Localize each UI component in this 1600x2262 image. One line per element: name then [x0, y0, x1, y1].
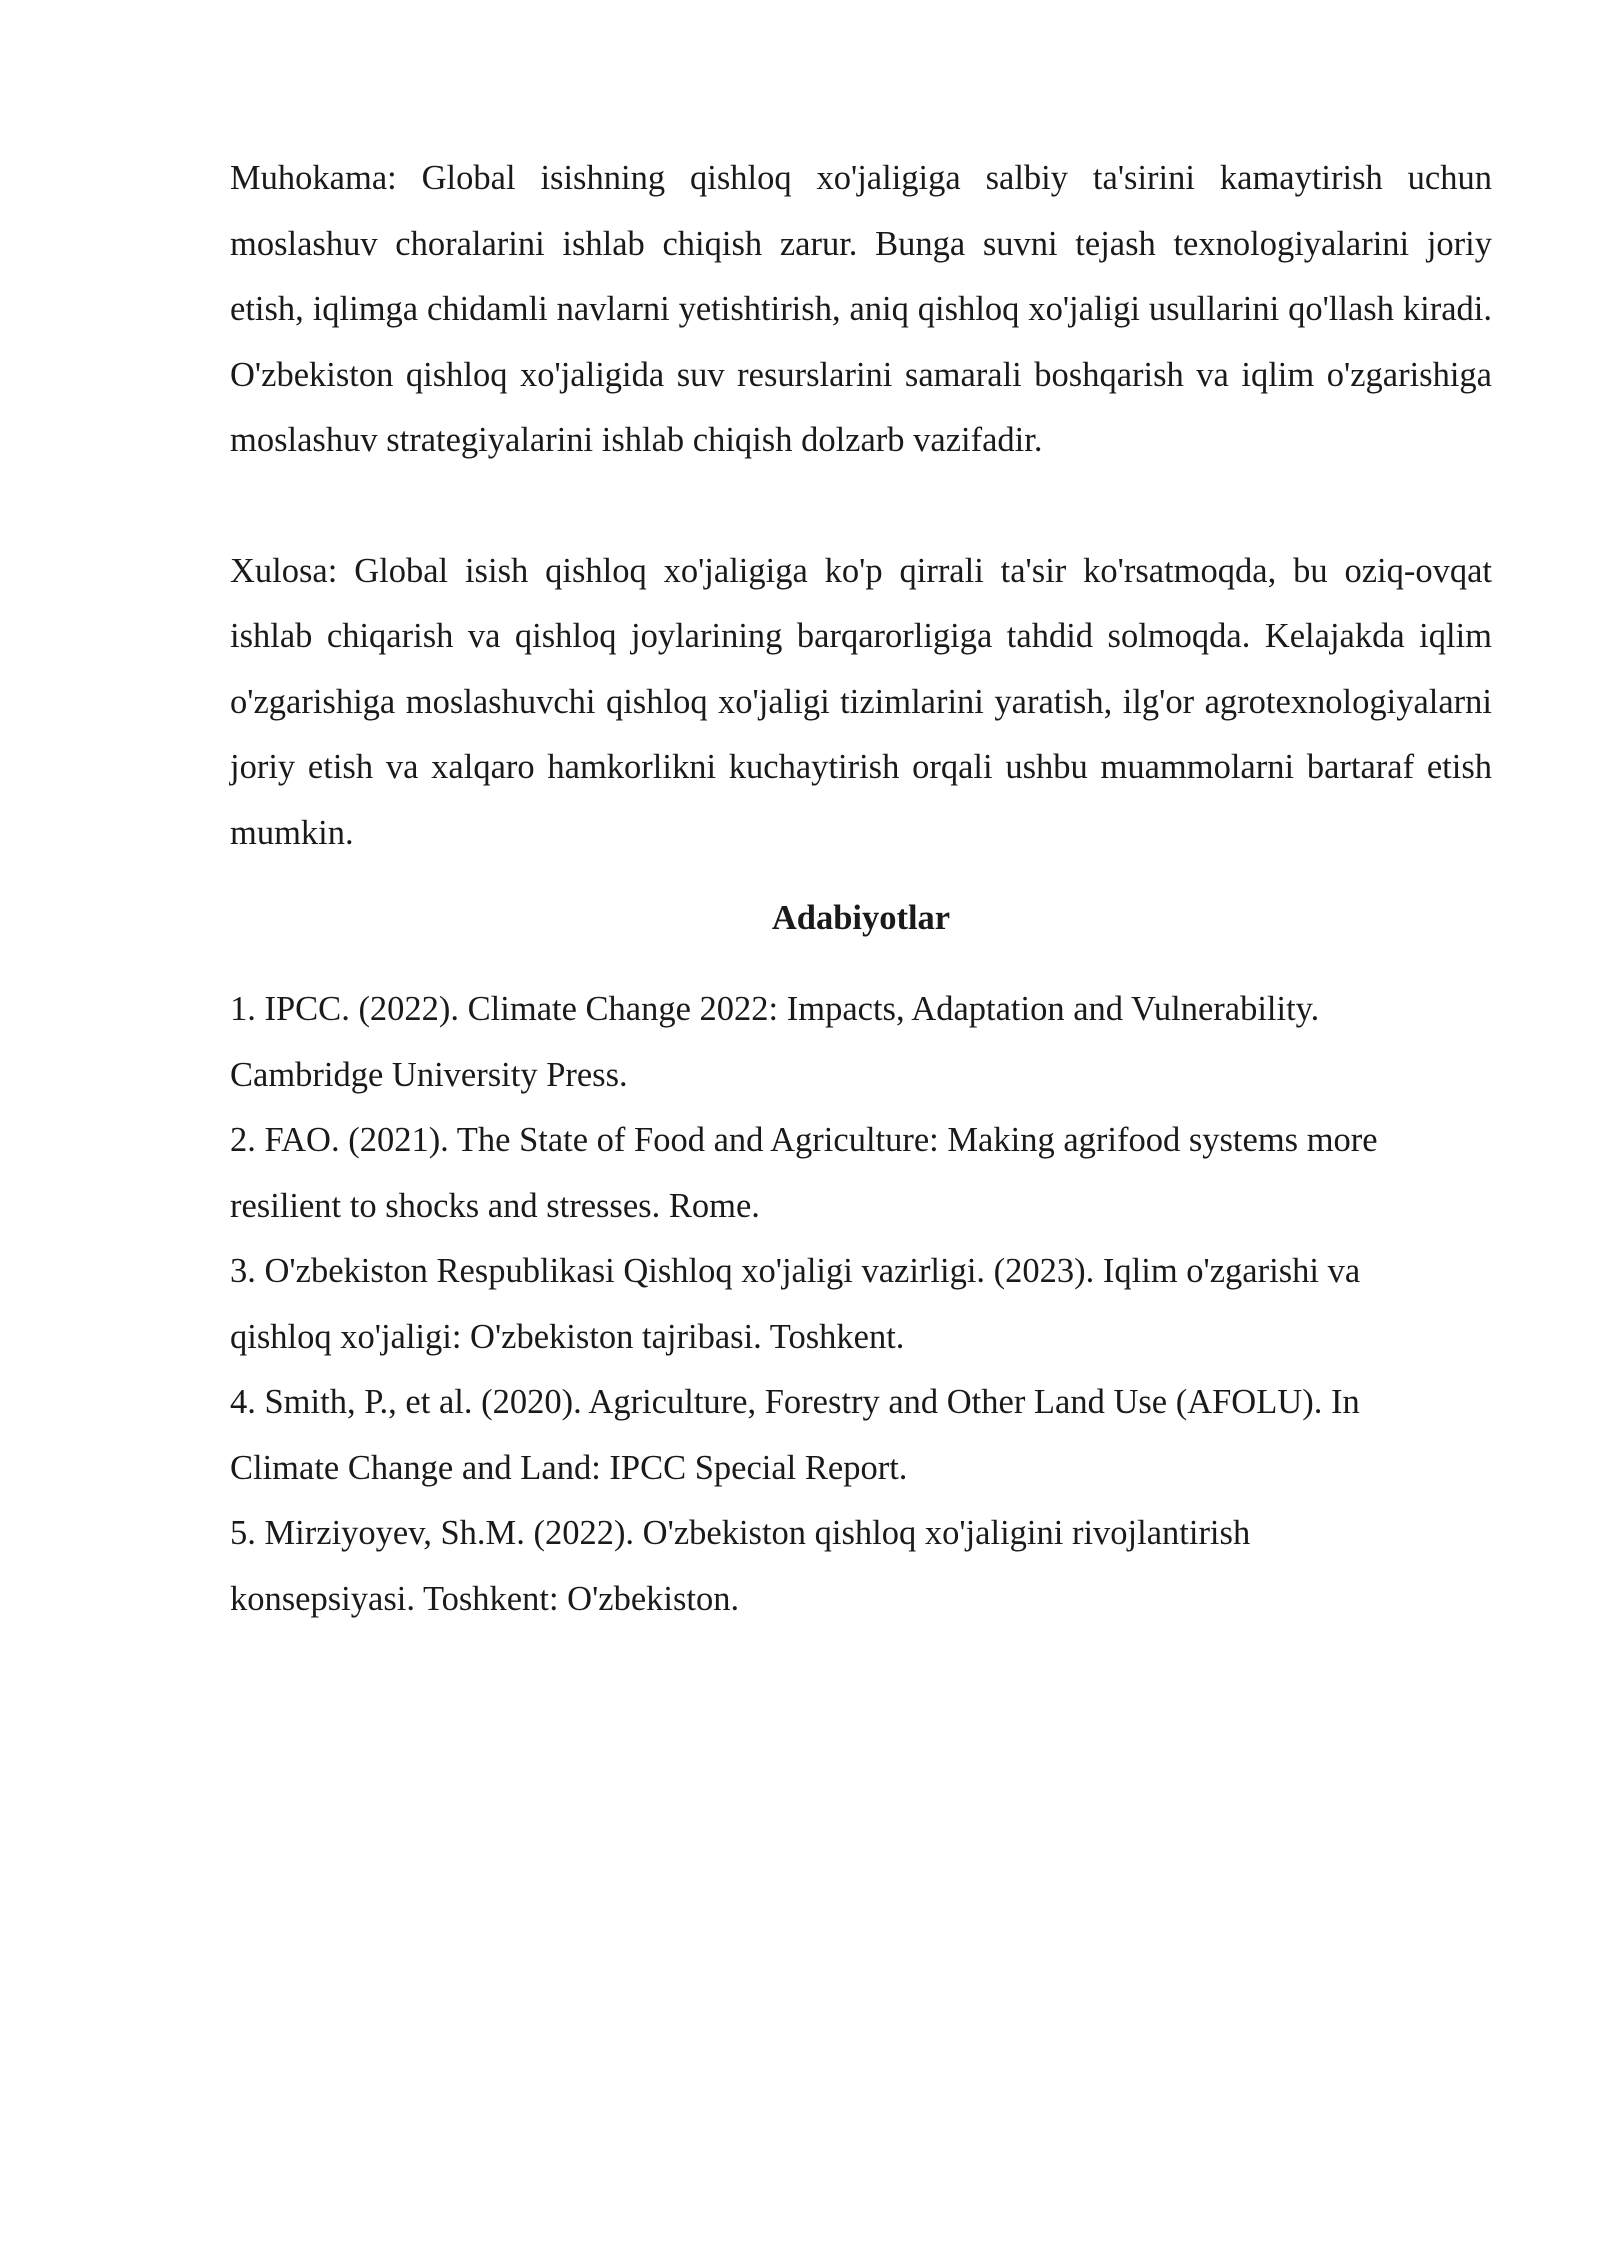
- conclusion-paragraph: Xulosa: Global isish qishloq xo'jaligiga ko'p qirrali ta'sir ko'rsatmoqda, bu oziq-ovqat ishlab chiqarish va qishloq joylarining barqarorligiga tahdid solmoqda. Kelajakda iqlim o'zgarishiga moslashuvchi qishloq xo'jaligi tizimlarini yaratish, ilg'or agrotexnologiyalarni joriy etish va xalqaro hamkorlikni kuchaytirish orqali ushbu muammolarni bartaraf etish mumkin.: [230, 551, 1492, 852]
- paragraph-spacer: [230, 474, 1492, 539]
- reference-item-1: 1. IPCC. (2022). Climate Change 2022: Impacts, Adaptation and Vulnerability. Cambridge University Press.: [230, 990, 1320, 1094]
- references-list: [230, 977, 1492, 1632]
- reference-item-2: 2. FAO. (2021). The State of Food and Agriculture: Making agrifood systems more resilient to shocks and stresses. Rome.: [230, 1121, 1378, 1225]
- reference-item-3: 3. O'zbekiston Respublikasi Qishloq xo'jaligi vazirligi. (2023). Iqlim o'zgarishi va qishloq xo'jaligi: O'zbekiston tajribasi. Toshkent.: [230, 1252, 1361, 1356]
- discussion-paragraph: Muhokama: Global isishning qishloq xo'jaligiga salbiy ta'sirini kamaytirish uchun moslashuv choralarini ishlab chiqish zarur. Bunga suvni tejash texnologiyalarini joriy etish, iqlimga chidamli navlarni yetishtirish, aniq qishloq xo'jaligi usullarini qo'llash kiradi. O'zbekiston qishloq xo'jaligida suv resurslarini samarali boshqarish va iqlim o'zgarishiga moslashuv strategiyalarini ishlab chiqish dolzarb vazifadir.: [230, 159, 1492, 459]
- references-heading: Adabiyotlar: [771, 899, 951, 937]
- reference-item-4: 4. Smith, P., et al. (2020). Agriculture, Forestry and Other Land Use (AFOLU). In Climate Change and Land: IPCC Special Report.: [230, 1383, 1360, 1487]
- page-content: [230, 146, 1492, 1632]
- reference-item-5: 5. Mirziyoyev, Sh.M. (2022). O'zbekiston qishloq xo'jaligini rivojlantirish konsepsiyasi. Toshkent: O'zbekiston.: [230, 1514, 1251, 1618]
